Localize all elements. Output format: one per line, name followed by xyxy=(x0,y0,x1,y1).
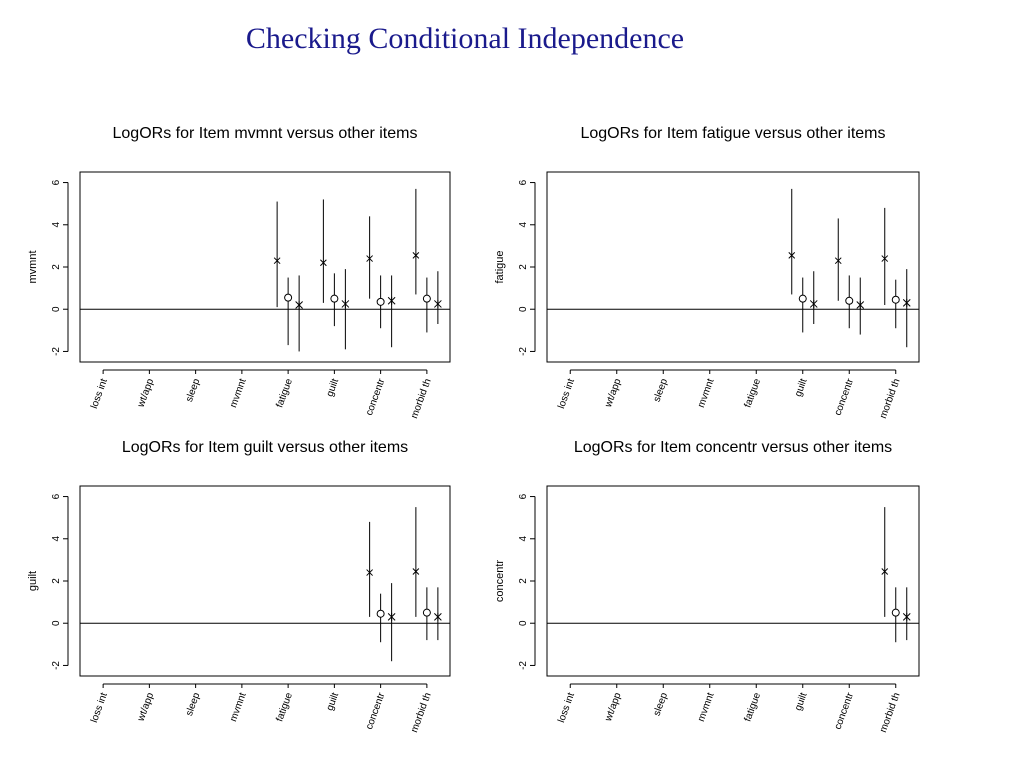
x-tick-label: mvmnt xyxy=(695,691,717,724)
estimate-marker-circle xyxy=(423,609,430,616)
x-tick-label: wt/app xyxy=(603,377,624,409)
x-tick-label: guilt xyxy=(792,377,810,399)
x-tick-label: fatigue xyxy=(274,691,295,724)
y-axis-label: concentr xyxy=(494,559,506,603)
x-tick-label: wt/app xyxy=(135,377,157,409)
chart-title: LogORs for Item mvmnt versus other items xyxy=(112,125,418,142)
chart-panel xyxy=(494,439,919,734)
x-tick-label: concentr xyxy=(363,377,388,418)
estimate-marker-circle xyxy=(799,295,806,302)
x-tick-label: wt/app xyxy=(603,691,624,723)
estimate-marker-circle xyxy=(377,298,384,305)
y-tick-label: 0 xyxy=(51,620,62,627)
x-tick-label: mvmnt xyxy=(228,691,249,724)
y-tick-label: -2 xyxy=(51,660,62,670)
estimate-marker-circle xyxy=(423,295,430,302)
chart-title: LogORs for Item guilt versus other items xyxy=(121,439,409,456)
x-tick-label: loss int xyxy=(88,377,110,411)
y-tick-label: 4 xyxy=(51,535,62,542)
chart-title: LogORs for Item concentr versus other items xyxy=(573,439,893,456)
x-tick-label: mvmnt xyxy=(228,377,249,410)
estimate-marker-star xyxy=(342,300,349,308)
y-tick-label: 6 xyxy=(518,179,529,186)
plot-frame xyxy=(80,172,450,362)
plot-frame xyxy=(80,486,450,676)
y-tick-label: 6 xyxy=(51,493,62,500)
chart-panel xyxy=(27,439,450,734)
y-axis-label: mvmnt xyxy=(27,250,39,284)
page-title: Checking Conditional Independence xyxy=(245,22,685,55)
estimate-marker-star xyxy=(434,613,441,621)
estimate-marker-star xyxy=(810,300,817,308)
estimate-marker-circle xyxy=(892,296,899,303)
x-tick-label: morbid th xyxy=(409,377,434,421)
y-tick-label: 0 xyxy=(518,306,529,313)
y-tick-label: -2 xyxy=(518,346,529,356)
estimate-marker-circle xyxy=(846,297,853,304)
y-axis-label: fatigue xyxy=(494,250,506,284)
y-tick-label: 6 xyxy=(518,493,529,500)
x-tick-label: sleep xyxy=(183,691,203,718)
estimate-marker-circle xyxy=(331,295,338,302)
x-tick-label: loss int xyxy=(556,377,578,411)
x-tick-label: guilt xyxy=(792,691,810,713)
y-tick-label: 4 xyxy=(518,221,529,228)
estimate-marker-star xyxy=(903,299,910,307)
y-tick-label: 2 xyxy=(518,578,529,584)
x-tick-label: guilt xyxy=(324,691,342,713)
estimate-marker-star xyxy=(388,613,395,621)
y-tick-label: 4 xyxy=(518,535,529,542)
y-tick-label: -2 xyxy=(51,346,62,356)
y-tick-label: 2 xyxy=(518,264,529,270)
estimate-marker-star xyxy=(434,300,441,308)
plot-frame xyxy=(547,172,919,362)
estimate-marker-circle xyxy=(285,294,292,301)
estimate-marker-star xyxy=(903,613,910,621)
chart-title: LogORs for Item fatigue versus other items xyxy=(580,125,886,142)
x-tick-label: mvmnt xyxy=(695,377,717,410)
x-tick-label: fatigue xyxy=(742,377,764,410)
estimate-marker-star xyxy=(296,301,303,309)
y-tick-label: 4 xyxy=(51,221,62,228)
y-tick-label: 0 xyxy=(518,620,529,627)
x-tick-label: concentr xyxy=(363,691,388,732)
x-tick-label: loss int xyxy=(556,691,578,725)
x-tick-label: morbid th xyxy=(409,691,434,735)
chart-panel xyxy=(494,125,919,420)
x-tick-label: fatigue xyxy=(274,377,295,410)
chart-panel xyxy=(27,125,450,420)
x-tick-label: morbid th xyxy=(877,377,903,421)
y-axis-label: guilt xyxy=(27,570,39,592)
x-tick-label: concentr xyxy=(832,377,857,418)
x-tick-label: sleep xyxy=(651,377,671,404)
y-tick-label: 2 xyxy=(51,264,62,270)
plot-frame xyxy=(547,486,919,676)
estimate-marker-star xyxy=(388,297,395,305)
x-tick-label: sleep xyxy=(651,691,671,718)
estimate-marker-circle xyxy=(377,610,384,617)
x-tick-label: guilt xyxy=(324,377,342,399)
x-tick-label: sleep xyxy=(183,377,203,404)
estimate-marker-circle xyxy=(892,609,899,616)
y-tick-label: 2 xyxy=(51,578,62,584)
y-tick-label: 0 xyxy=(51,306,62,313)
x-tick-label: fatigue xyxy=(742,691,764,724)
y-tick-label: 6 xyxy=(51,179,62,186)
x-tick-label: concentr xyxy=(832,691,857,732)
x-tick-label: wt/app xyxy=(135,691,157,723)
x-tick-label: morbid th xyxy=(877,691,903,735)
y-tick-label: -2 xyxy=(518,660,529,670)
estimate-marker-star xyxy=(857,301,864,309)
x-tick-label: loss int xyxy=(88,691,110,725)
